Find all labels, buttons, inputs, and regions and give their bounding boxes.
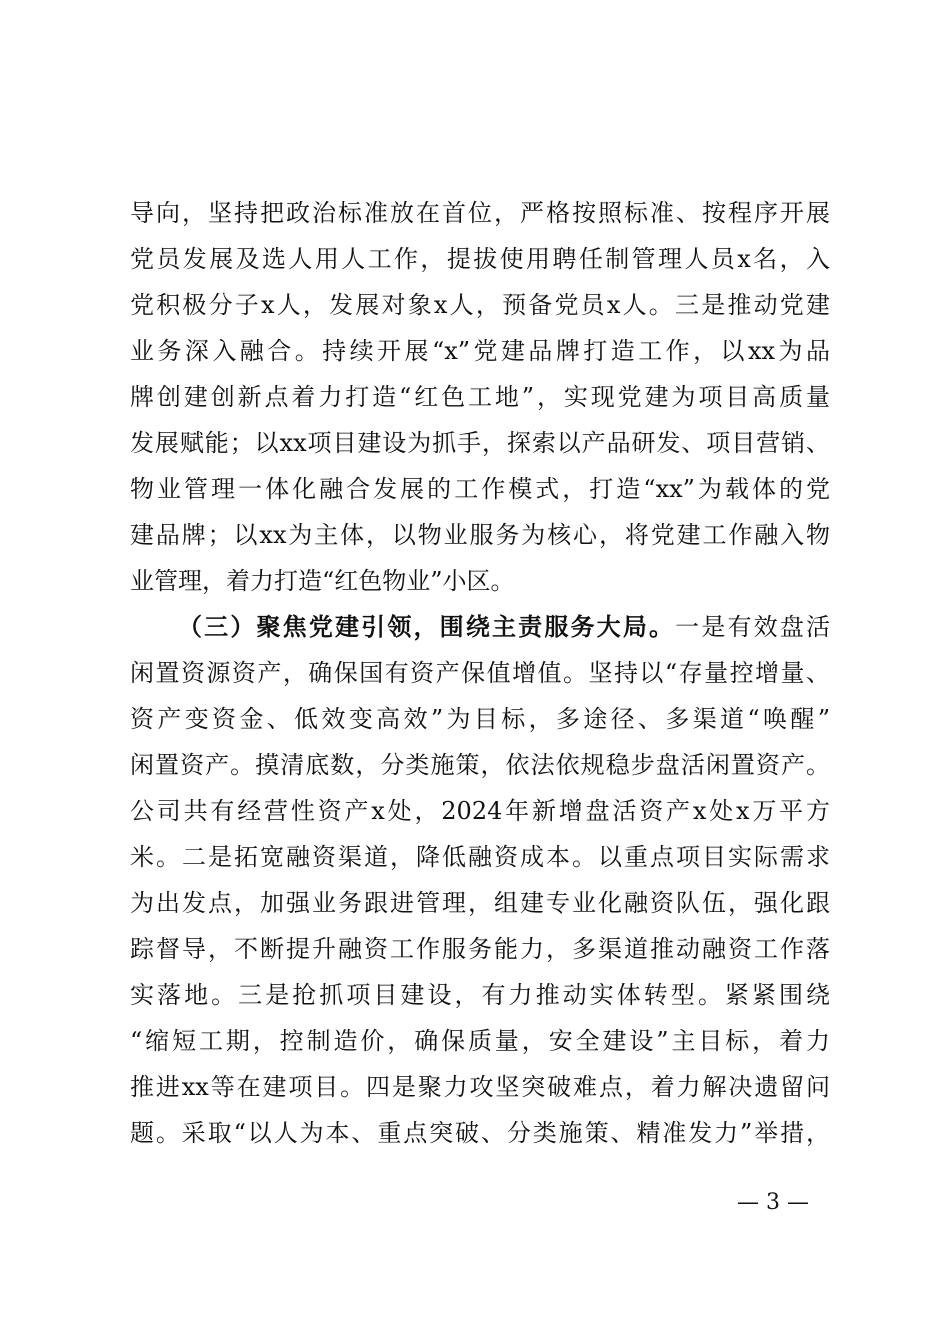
body-line: 党员发展及选人用人工作，提拔使用聘任制管理人员x名，入 (130, 245, 830, 273)
body-line: 米。二是拓宽融资渠道，降低融资成本。以重点项目实际需求 (130, 843, 830, 871)
body-line: 踪督导，不断提升融资工作服务能力，多渠道推动融资工作落 (130, 935, 830, 963)
body-line: 推进xx等在建项目。四是聚力攻坚突破难点，着力解决遗留问 (130, 1073, 830, 1101)
body-line: 建品牌；以xx为主体，以物业服务为核心，将党建工作融入物 (130, 521, 830, 549)
body-line: 党积极分子x人，发展对象x人，预备党员x人。三是推动党建 (130, 291, 830, 319)
body-line: 发展赋能；以xx项目建设为抓手，探索以产品研发、项目营销、 (130, 429, 830, 457)
body-line: 物业管理一体化融合发展的工作模式，打造“xx”为载体的党 (130, 475, 830, 503)
body-line: 资产变资金、低效变高效”为目标，多途径、多渠道“唤醒” (130, 705, 830, 733)
body-line: 业务深入融合。持续开展“x”党建品牌打造工作，以xx为品 (130, 337, 830, 365)
body-line: 题。采取“以人为本、重点突破、分类施策、精准发力”举措， (130, 1119, 830, 1147)
page-number: — 3 — (737, 1190, 809, 1215)
body-line: 业管理，着力打造“红色物业”小区。 (130, 567, 515, 595)
body-line: 牌创建创新点着力打造“红色工地”，实现党建为项目高质量 (130, 383, 830, 411)
body-line: 闲置资产。摸清底数，分类施策，依法依规稳步盘活闲置资产。 (130, 751, 830, 779)
body-line: 公司共有经营性资产x处，2024年新增盘活资产x处x万平方 (130, 797, 830, 825)
body-line: 闲置资源资产，确保国有资产保值增值。坚持以“存量控增量、 (130, 659, 830, 687)
section-3-first-line (130, 604, 830, 650)
document-body (130, 190, 830, 1156)
body-line: “缩短工期，控制造价，确保质量，安全建设”主目标，着力 (130, 1027, 830, 1055)
body-line: 为出发点，加强业务跟进管理，组建专业化融资队伍，强化跟 (130, 889, 830, 917)
section-3-heading: （三）聚焦党建引领，围绕主责服务大局。 (178, 612, 676, 641)
body-line: 实落地。三是抢抓项目建设，有力推动实体转型。紧紧围绕 (130, 981, 830, 1009)
section-3-first-line-text: 一是有效盘活 (675, 613, 831, 641)
body-line: 导向，坚持把政治标准放在首位，严格按照标准、按程序开展 (130, 199, 830, 227)
